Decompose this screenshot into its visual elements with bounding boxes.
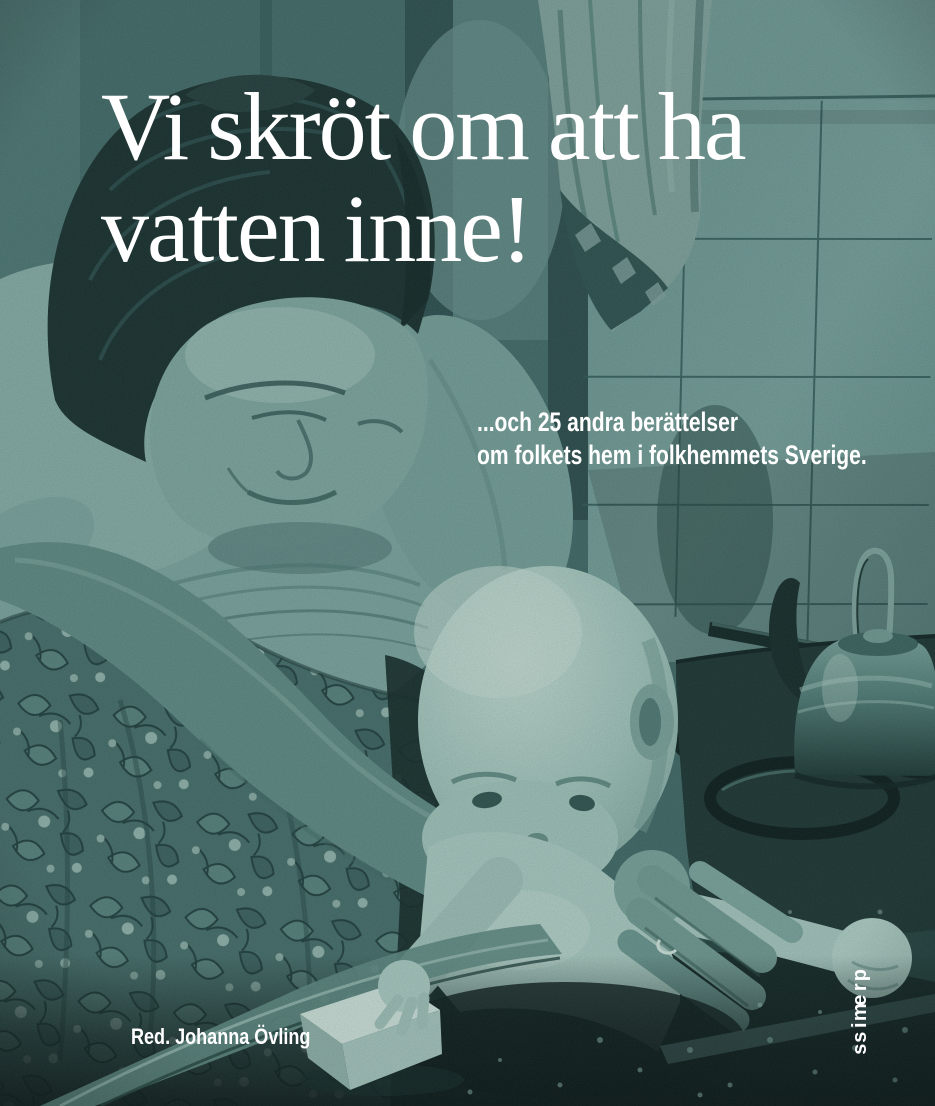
publisher-letter: e: [849, 994, 872, 1006]
publisher-letter: s: [849, 1043, 872, 1056]
publisher-letter: r: [849, 983, 872, 992]
title-line-2: vatten inne!: [101, 175, 531, 282]
title-line-1: Vi skröt om att ha: [101, 73, 745, 180]
subtitle-line-1: ...och 25 andra berättelser: [477, 407, 739, 437]
publisher-logo: [849, 969, 871, 1056]
book-title: [101, 73, 745, 282]
publisher-letter: i: [849, 1021, 872, 1028]
publisher-letter: m: [849, 1003, 872, 1022]
editor-credit: Red. Johanna Övling: [131, 1024, 311, 1049]
publisher-letter: p: [849, 969, 872, 982]
publisher-letter: s: [849, 1031, 872, 1043]
subtitle-line-2: om folkets hem i folkhemmets Sverige.: [477, 440, 867, 470]
book-subtitle: [477, 406, 867, 472]
